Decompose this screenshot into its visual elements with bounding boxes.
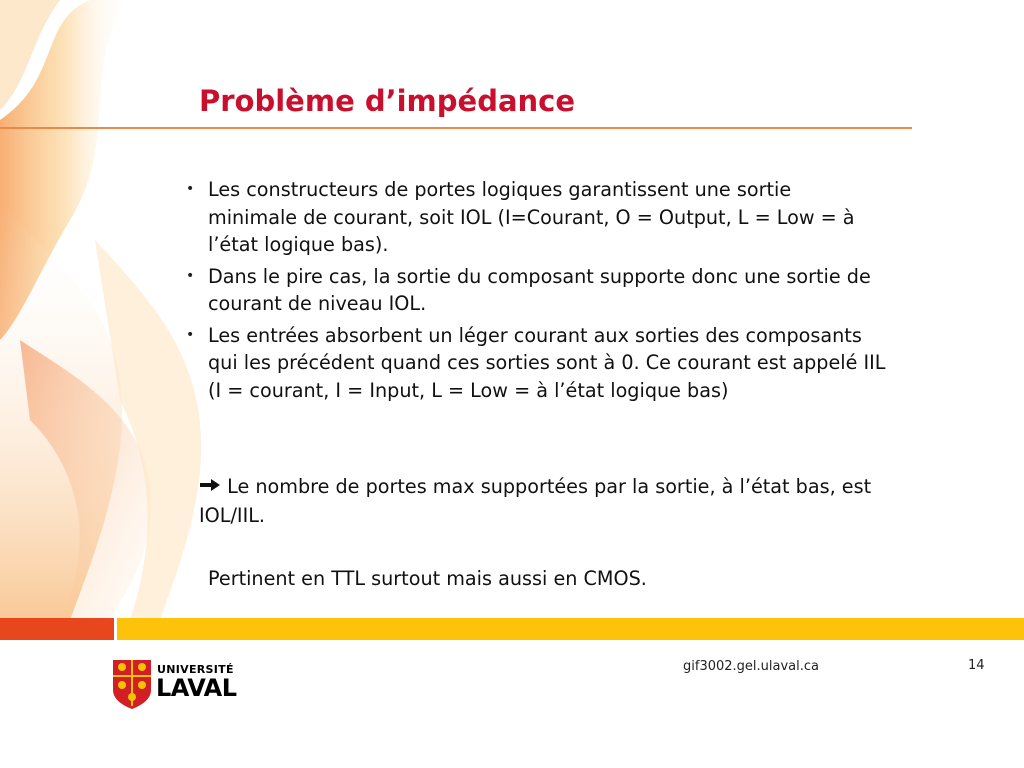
crest-icon	[112, 658, 152, 710]
footer-band-red	[0, 618, 114, 640]
logo-text-universite: UNIVERSITÉ	[157, 663, 234, 676]
note-text: Pertinent en TTL surtout mais aussi en CMOS.	[208, 567, 647, 590]
conclusion-sentence: Le nombre de portes max supportées par la sortie, à l’état bas, est IOL/IIL.	[199, 475, 872, 527]
right-arrow-icon	[199, 478, 221, 492]
university-logo	[112, 658, 242, 712]
bullet-list	[186, 176, 886, 408]
logo-text-laval: LAVAL	[156, 674, 237, 702]
footer-band-yellow	[117, 618, 1024, 640]
bullet-item	[186, 176, 886, 259]
bullet-dot-icon: •	[186, 326, 195, 343]
bullet-dot-icon: •	[186, 181, 195, 197]
bullet-text: Les constructeurs de portes logiques garantissent une sortie minimale de courant, soit IOL (I=Courant, O = Output, L = Low = à l’état logique bas).	[208, 178, 855, 256]
course-url: gif3002.gel.ulaval.ca	[683, 659, 819, 674]
bullet-item	[186, 263, 886, 318]
bullet-item	[186, 322, 886, 405]
page-number: 14	[968, 658, 985, 673]
title-divider	[0, 127, 912, 129]
bullet-text: Dans le pire cas, la sortie du composant supporte donc une sortie de courant de niveau IOL.	[208, 264, 871, 315]
slide-title: Problème d’impédance	[199, 84, 576, 118]
conclusion-text	[199, 472, 879, 530]
bullet-text: Les entrées absorbent un léger courant aux sorties des composants qui les précédent quand ces sorties sont à 0. Ce courant est appelé IIL (I = courant, I = Input, L = Low = à l’état logique bas)	[208, 323, 886, 402]
bullet-dot-icon: •	[186, 267, 195, 284]
